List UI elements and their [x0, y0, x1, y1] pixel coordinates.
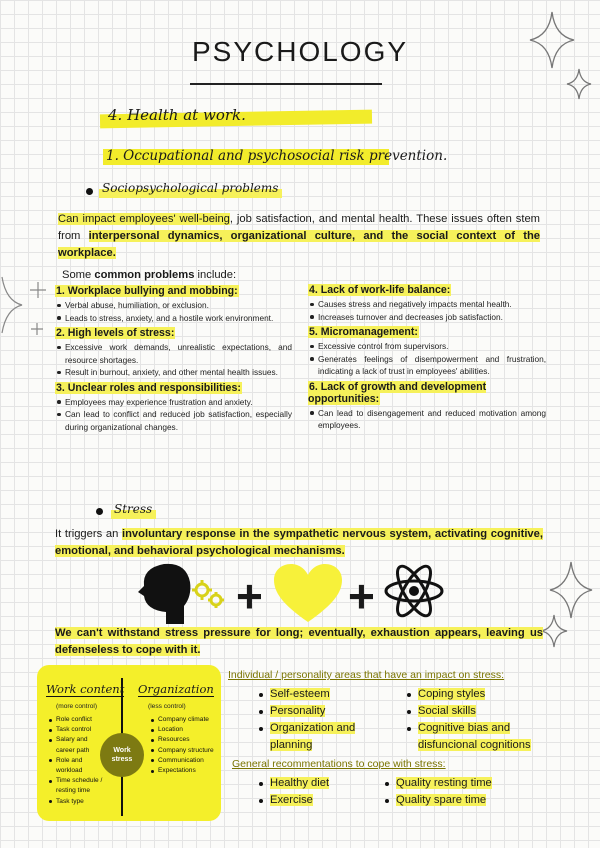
problem-title: 2. High levels of stress: — [56, 327, 175, 339]
title-underline — [190, 83, 382, 85]
work-stress-circle: Work stress — [100, 733, 144, 777]
problem-title: 5. Micromanagement: — [309, 326, 418, 338]
work-content-heading: Work content — [46, 682, 125, 696]
list-item: Self-esteem — [256, 686, 396, 703]
recs-list-col2 — [382, 775, 532, 809]
stress-warning: We can't withstand stress pressure for long; eventually, exhaustion appears, leaving us defenseless to cope with it. — [55, 627, 543, 656]
intro-highlight: Can impact employees' well-being — [58, 213, 230, 225]
list-item: Increases turnover and decreases job satisfaction. — [308, 311, 546, 324]
list-item: Expectations — [150, 766, 218, 776]
plus-sign: + — [348, 570, 375, 622]
list-item: Communication — [150, 756, 218, 766]
list-item: Role and workload — [48, 756, 104, 776]
list-item: Task control — [48, 725, 104, 735]
topic-heading-socio: Sociopsychological problems — [102, 181, 279, 195]
common-intro: Some common problems include: — [62, 269, 237, 281]
list-item: Employees may experience frustration and anxiety. — [55, 396, 292, 409]
list-item: Excessive control from supervisors. — [308, 340, 546, 353]
list-item: Can lead to conflict and reduced job satisfaction, especially during organizational changes. — [55, 408, 292, 433]
socio-intro — [58, 211, 540, 262]
head-gears-icon — [132, 562, 232, 626]
recs-heading: General recommentations to cope with stress: — [232, 758, 446, 770]
work-content-sub: (more control) — [56, 703, 98, 710]
problem-title: 3. Unclear roles and responsibilities: — [56, 381, 241, 394]
list-item: Time schedule / resting time — [48, 776, 104, 796]
plus-sparkle-icon — [28, 280, 48, 300]
list-item: Leads to stress, anxiety, and a hostile work environment. — [55, 312, 292, 325]
problem-bullets — [308, 298, 546, 323]
plus-sign: + — [236, 570, 263, 622]
plus-sparkle-icon — [30, 322, 44, 336]
problem-bullets — [55, 396, 292, 434]
list-item: Excessive work demands, unrealistic expectations, and resource shortages. — [55, 341, 292, 366]
problems-left-column — [55, 285, 292, 433]
list-item: Verbal abuse, humiliation, or exclusion. — [55, 299, 292, 312]
subsection-heading: 1. Occupational and psychosocial risk prevention. — [106, 148, 448, 164]
atom-icon — [383, 560, 445, 622]
heart-icon — [272, 562, 344, 624]
list-item: Salary and career path — [48, 735, 104, 755]
list-item: Causes stress and negatively impacts mental health. — [308, 298, 546, 311]
list-item: Coping styles — [404, 686, 550, 703]
page-title: PSYCHOLOGY — [191, 36, 409, 67]
list-item: Healthy diet — [256, 775, 376, 792]
problem-bullets — [55, 341, 292, 379]
organization-list — [150, 715, 218, 776]
stress-description: It triggers an involuntary response in the sympathetic nervous system, activating cognitive, emotional, and behavioral psychological mechanisms. — [55, 528, 543, 557]
list-item: Social skills — [404, 703, 550, 720]
list-item: Role conflict — [48, 715, 104, 725]
sparkle-icon — [540, 614, 568, 648]
topic-bullet — [86, 188, 93, 195]
section-heading: 4. Health at work. — [104, 104, 324, 126]
intro-bold: interpersonal dynamics, organizational culture, and the social context of the workplace. — [58, 230, 540, 259]
list-item: Organization and planning — [256, 720, 396, 754]
organization-sub: (less control) — [148, 703, 186, 710]
areas-list-col1 — [256, 686, 396, 754]
sparkle-icon — [0, 275, 24, 335]
problem-bullets — [308, 407, 546, 432]
list-item: Generates feelings of disempowerment and frustration, indicating a lack of trust in employees' abilities. — [308, 353, 546, 378]
list-item: Company climate — [150, 715, 218, 725]
problem-bullets — [55, 299, 292, 324]
topic-heading-stress: Stress — [114, 502, 153, 516]
list-item: Quality spare time — [382, 792, 532, 809]
areas-heading: Individual / personality areas that have an impact on stress: — [228, 669, 505, 681]
list-item: Exercise — [256, 792, 376, 809]
organization-heading: Organization — [138, 682, 214, 696]
sparkle-icon — [548, 560, 594, 620]
list-item: Can lead to disengagement and reduced motivation among employees. — [308, 407, 546, 432]
list-item: Personality — [256, 703, 396, 720]
problem-title: 4. Lack of work-life balance: — [309, 284, 451, 296]
list-item: Cognitive bias and disfuncional cognitions — [404, 720, 550, 754]
list-item: Quality resting time — [382, 775, 532, 792]
list-item: Result in burnout, anxiety, and other mental health issues. — [55, 366, 292, 379]
problem-title: 6. Lack of growth and development opportunities: — [308, 380, 487, 405]
list-item: Task type — [48, 797, 104, 807]
problem-bullets — [308, 340, 546, 378]
topic-bullet — [96, 508, 103, 515]
list-item: Company structure — [150, 746, 218, 756]
list-item: Location — [150, 725, 218, 735]
intro-text: , job satisfaction, and mental health. These issues often stem from — [58, 213, 540, 242]
recs-list-col1 — [256, 775, 376, 809]
list-item: Resources — [150, 735, 218, 745]
problems-right-column — [308, 284, 546, 432]
work-content-list — [48, 715, 104, 807]
areas-list-col2 — [404, 686, 550, 754]
sparkle-icon — [566, 68, 592, 100]
problem-title: 1. Workplace bullying and mobbing: — [56, 285, 238, 297]
